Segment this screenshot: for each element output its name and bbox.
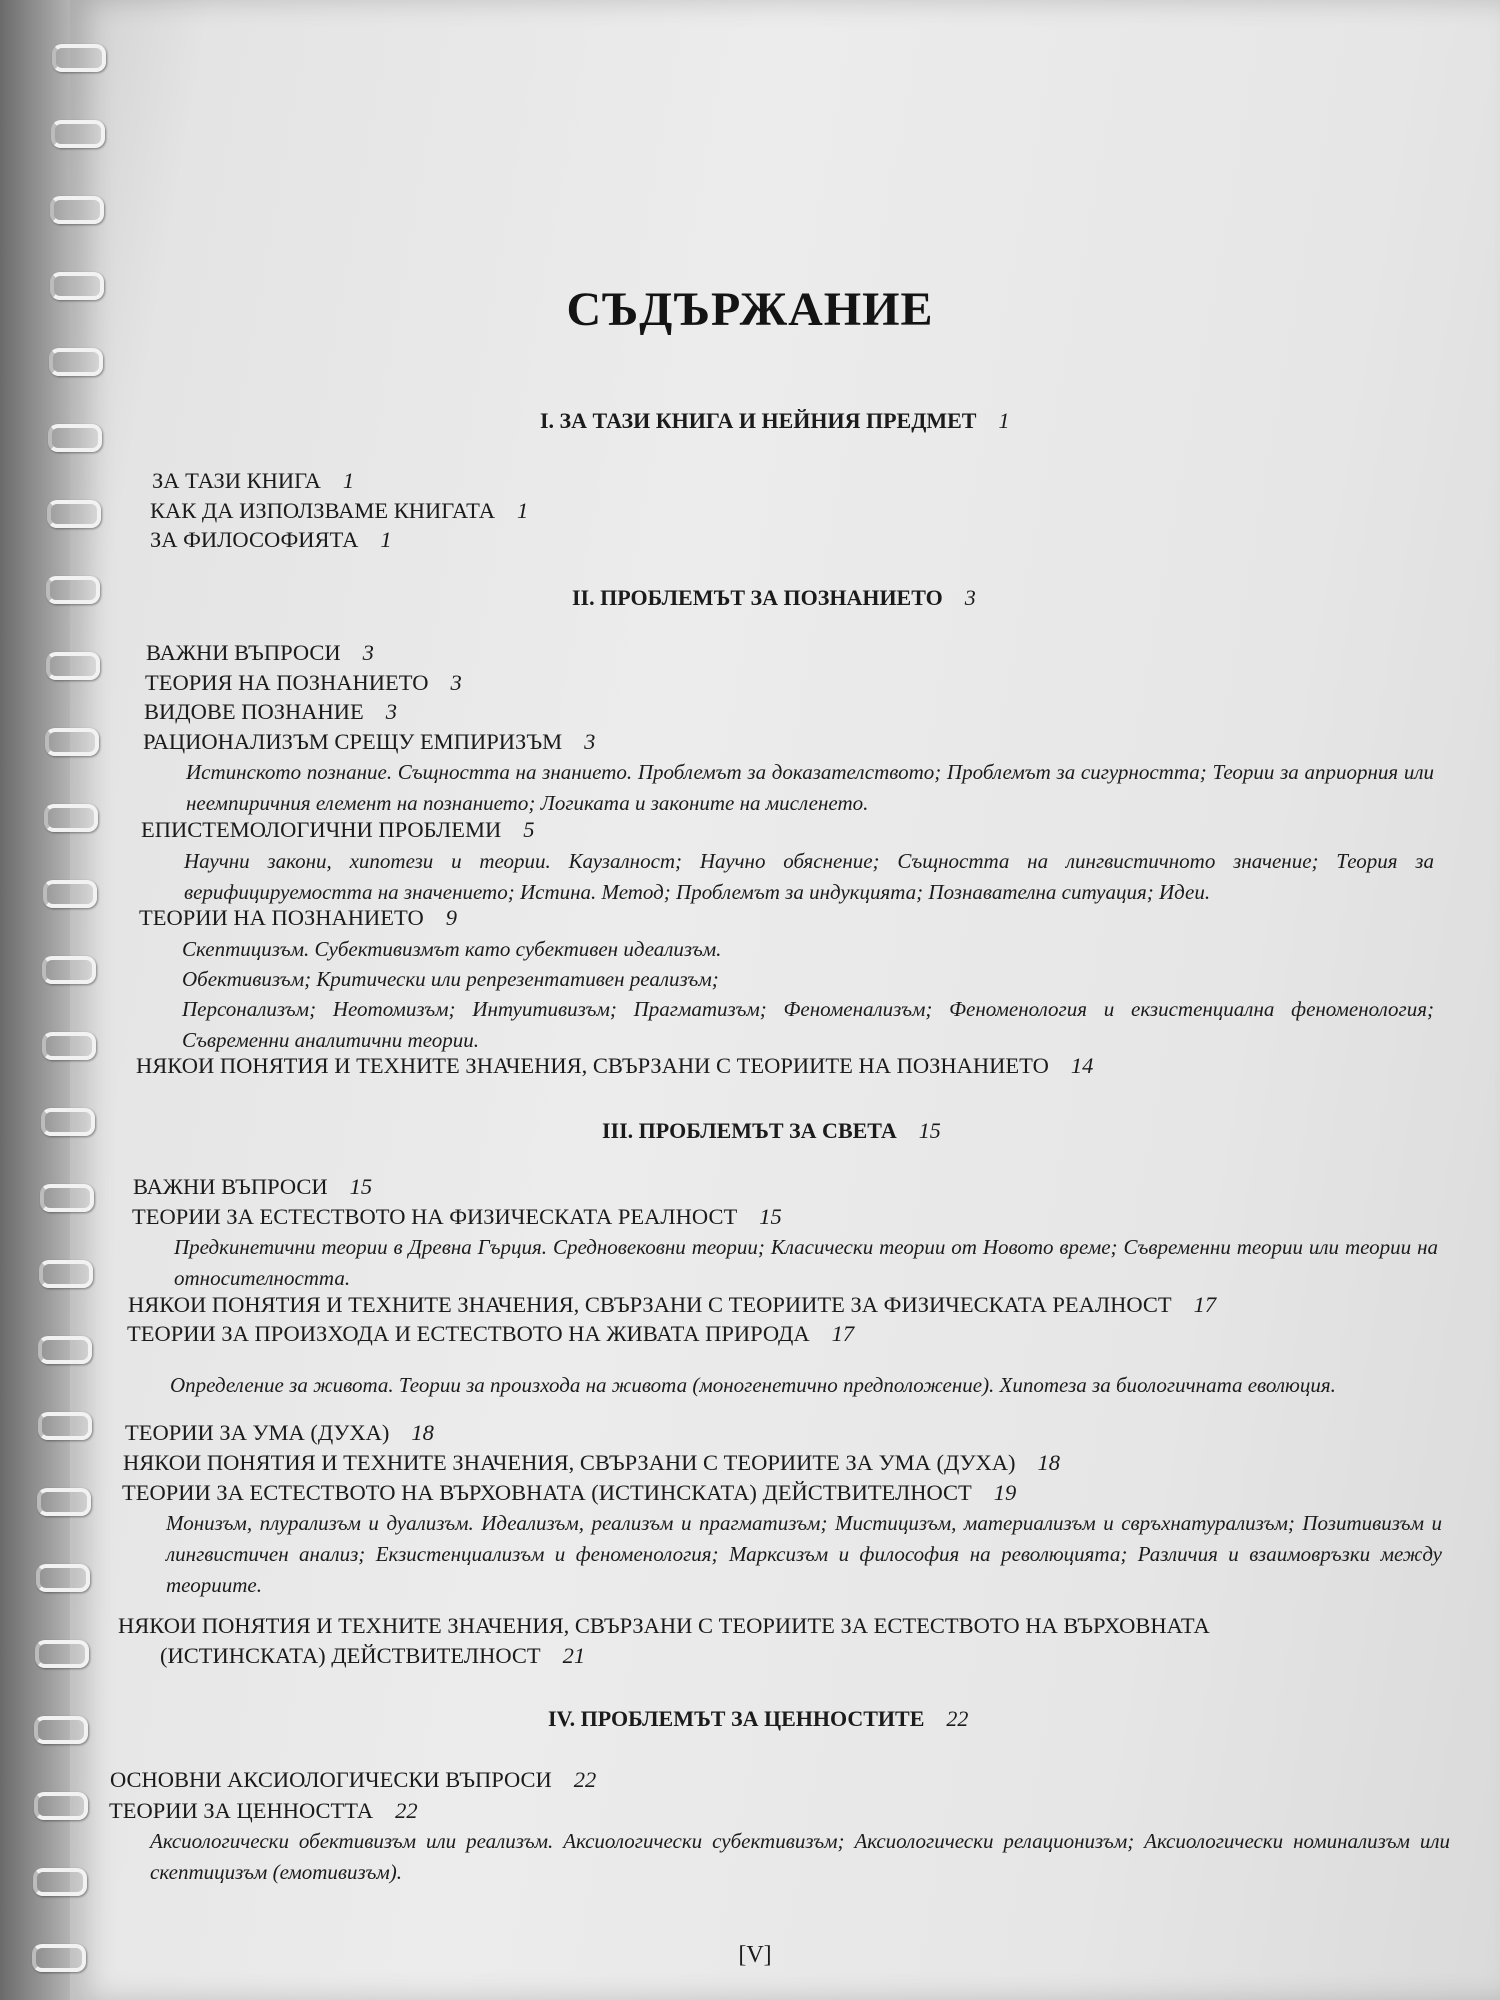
binding-coil — [42, 1032, 96, 1060]
toc-page-number: 17 — [831, 1321, 855, 1346]
toc-entry-details: Скептицизъм. Субективизмът като субективен идеализъм. — [182, 937, 722, 961]
toc-entry-label: НЯКОИ ПОНЯТИЯ И ТЕХНИТЕ ЗНАЧЕНИЯ, СВЪРЗАНИ С ТЕОРИИТЕ ЗА ЕСТЕСТВОТО НА ВЪРХОВНАТА — [118, 1613, 1210, 1638]
toc-entry-details: Истинското познание. Същността на знанието. Проблемът за доказателството; Проблемът за сигурността; Теории за априорния или неемпиричния елемент на познанието; Логиката и законите на мисленето. — [186, 760, 1434, 815]
binding-coil — [46, 576, 100, 604]
toc-entry-details: Персонализъм; Неотомизъм; Интуитивизъм; Прагматизъм; Феноменализъм; Феноменология и екзистенциална феноменология; Съвременни аналитични теории. — [182, 997, 1434, 1052]
toc-entry-label: ТЕОРИИ ЗА ЕСТЕСТВОТО НА ВЪРХОВНАТА (ИСТИНСКАТА) ДЕЙСТВИТЕЛНОСТ — [122, 1480, 972, 1505]
toc-page-number: 19 — [993, 1480, 1017, 1505]
toc-entry[interactable] — [118, 1613, 1210, 1639]
toc-entry-label: ЗА ТАЗИ КНИГА — [152, 468, 321, 493]
toc-page-number: 1 — [380, 527, 392, 552]
binding-coil — [36, 1564, 90, 1592]
toc-entry-label: ЗА ФИЛОСОФИЯТА — [150, 527, 359, 552]
toc-page-number: 1 — [342, 468, 355, 493]
toc-entry[interactable] — [145, 670, 462, 696]
toc-entry[interactable] — [136, 1053, 1093, 1079]
toc-entry-label: НЯКОИ ПОНЯТИЯ И ТЕХНИТЕ ЗНАЧЕНИЯ, СВЪРЗАНИ С ТЕОРИИТЕ ЗА УМА (ДУХА) — [123, 1450, 1016, 1475]
toc-entry-label: ВИДОВЕ ПОЗНАНИЕ — [144, 699, 364, 724]
binding-coil — [46, 652, 100, 680]
toc-entry[interactable] — [150, 498, 528, 524]
toc-page-number: 3 — [450, 670, 462, 695]
binding-coil — [47, 500, 101, 528]
toc-entry-label: КАК ДА ИЗПОЛЗВАМЕ КНИГАТА — [150, 498, 495, 523]
toc-entry-label: НЯКОИ ПОНЯТИЯ И ТЕХНИТЕ ЗНАЧЕНИЯ, СВЪРЗАНИ С ТЕОРИИТЕ ЗА ФИЗИЧЕСКАТА РЕАЛНОСТ — [128, 1292, 1172, 1317]
section-heading-3 — [602, 1118, 941, 1144]
section-heading-label: IV. ПРОБЛЕМЪТ ЗА ЦЕННОСТИТЕ — [548, 1706, 925, 1731]
section-heading-label: I. ЗА ТАЗИ КНИГА И НЕЙНИЯ ПРЕДМЕТ — [540, 408, 977, 433]
toc-page-number: 15 — [349, 1174, 373, 1199]
section-page-number: 15 — [918, 1118, 941, 1143]
section-page-number: 1 — [998, 408, 1010, 433]
toc-entry[interactable] — [144, 699, 397, 725]
toc-entry-label: НЯКОИ ПОНЯТИЯ И ТЕХНИТЕ ЗНАЧЕНИЯ, СВЪРЗАНИ С ТЕОРИИТЕ НА ПОЗНАНИЕТО — [136, 1053, 1049, 1078]
toc-entry-details: Предкинетични теории в Древна Гърция. Средновековни теории; Класически теории от Новото време; Съвременни теории или теории на относителността. — [174, 1235, 1438, 1290]
toc-page-number: 17 — [1193, 1292, 1217, 1317]
toc-page-number: 1 — [516, 498, 529, 523]
binding-coil — [44, 804, 98, 832]
binding-coil — [37, 1488, 91, 1516]
section-heading-1 — [540, 408, 1009, 434]
toc-page-number: 9 — [445, 905, 457, 930]
toc-entry[interactable] — [109, 1798, 418, 1824]
binding-coil — [42, 956, 96, 984]
toc-entry-label: ТЕОРИИ ЗА УМА (ДУХА) — [125, 1420, 390, 1445]
toc-page-number: 14 — [1070, 1053, 1094, 1078]
binding-coil — [48, 424, 102, 452]
binding-coil — [52, 44, 106, 72]
toc-page-number: 18 — [411, 1420, 434, 1445]
binding-coil — [45, 728, 99, 756]
toc-entry[interactable] — [133, 1174, 372, 1200]
binding-coil — [35, 1640, 89, 1668]
section-heading-label: II. ПРОБЛЕМЪТ ЗА ПОЗНАНИЕТО — [572, 585, 943, 610]
binding-coil — [40, 1184, 94, 1212]
toc-entry-label: ТЕОРИИ ЗА ПРОИЗХОДА И ЕСТЕСТВОТО НА ЖИВАТА ПРИРОДА — [127, 1321, 810, 1346]
toc-entry-label: ТЕОРИИ ЗА ЕСТЕСТВОТО НА ФИЗИЧЕСКАТА РЕАЛНОСТ — [132, 1204, 738, 1229]
binding-coil — [34, 1716, 88, 1744]
binding-coil — [39, 1260, 93, 1288]
toc-entry[interactable] — [128, 1292, 1216, 1318]
binding-coil — [51, 120, 105, 148]
toc-entry-details: Определение за живота. Теории за произхода на живота (моногенетично предположение). Хипотеза за биологичната еволюция. — [170, 1373, 1336, 1397]
toc-entry-label: РАЦИОНАЛИЗЪМ СРЕЩУ ЕМПИРИЗЪМ — [143, 729, 563, 754]
section-heading-label: III. ПРОБЛЕМЪТ ЗА СВЕТА — [602, 1118, 897, 1143]
section-page-number: 22 — [946, 1706, 969, 1731]
toc-entry[interactable] — [110, 1767, 596, 1793]
toc-entry[interactable] — [127, 1321, 854, 1347]
toc-entry[interactable] — [123, 1450, 1060, 1476]
toc-page-number: 3 — [584, 729, 596, 754]
binding-coil — [49, 348, 103, 376]
toc-entry-label: ВАЖНИ ВЪПРОСИ — [133, 1174, 328, 1199]
toc-entry-continuation[interactable] — [160, 1643, 585, 1669]
toc-entry-details: Обективизъм; Критически или репрезентативен реализъм; — [182, 967, 719, 991]
toc-entry[interactable] — [141, 817, 535, 843]
toc-page-number: 3 — [362, 640, 374, 665]
page-title: СЪДЪРЖАНИЕ — [566, 283, 934, 336]
toc-entry-details: Монизъм, плурализъм и дуализъм. Идеализъм, реализъм и прагматизъм; Мистицизъм, материализъм и свръхнатурализъм; Позитивизъм и лингвистичен анализ; Екзистенциализъм и феноменология; Марксизъм и философия на революцията; Различия и взаимовръзки между теориите. — [166, 1511, 1442, 1597]
binding-coil — [43, 880, 97, 908]
toc-entry[interactable] — [132, 1204, 782, 1230]
toc-entry[interactable] — [139, 905, 457, 931]
toc-entry-label: ТЕОРИИ НА ПОЗНАНИЕТО — [139, 905, 424, 930]
binding-coil — [41, 1108, 95, 1136]
toc-entry[interactable] — [122, 1480, 1016, 1506]
toc-page-number: 3 — [385, 699, 397, 724]
toc-entry-details: Научни закони, хипотези и теории. Каузалност; Научно обяснение; Същността на лингвистичното значение; Теория за верифицируемостта на значението; Истина. Метод; Проблемът за индукцията; Познавателна ситуация; Идеи. — [184, 849, 1434, 904]
toc-entry-label: ТЕОРИЯ НА ПОЗНАНИЕТО — [145, 670, 429, 695]
toc-page-number: 22 — [573, 1767, 597, 1792]
section-page-number: 3 — [964, 585, 976, 610]
toc-entry[interactable] — [146, 640, 374, 666]
toc-page-number: 22 — [395, 1798, 418, 1823]
binding-coil — [38, 1412, 92, 1440]
binding-coil — [50, 196, 104, 224]
binding-coil — [33, 1868, 87, 1896]
toc-entry-details: Аксиологически обективизъм или реализъм. Аксиологически субективизъм; Аксиологически релационизъм; Аксиологически номинализъм или скептицизъм (емотивизъм). — [150, 1829, 1450, 1884]
binding-coil — [38, 1336, 92, 1364]
page-number-footer: [V] — [738, 1942, 772, 1968]
toc-entry-label: ОСНОВНИ АКСИОЛОГИЧЕСКИ ВЪПРОСИ — [110, 1767, 552, 1792]
section-heading-2 — [572, 585, 976, 611]
toc-entry-label: ЕПИСТЕМОЛОГИЧНИ ПРОБЛЕМИ — [141, 817, 502, 842]
toc-entry[interactable] — [125, 1420, 434, 1446]
toc-entry-label: ТЕОРИИ ЗА ЦЕННОСТТА — [109, 1798, 374, 1823]
toc-entry[interactable] — [152, 468, 354, 494]
toc-page-number: 5 — [523, 817, 535, 842]
toc-page-number: 15 — [759, 1204, 782, 1229]
toc-entry[interactable] — [143, 729, 595, 755]
toc-entry[interactable] — [150, 527, 392, 553]
toc-page-number: 18 — [1037, 1450, 1061, 1475]
toc-entry-label: ВАЖНИ ВЪПРОСИ — [146, 640, 341, 665]
binding-coil — [34, 1792, 88, 1820]
section-heading-4 — [548, 1706, 968, 1732]
toc-entry-label: (ИСТИНСКАТА) ДЕЙСТВИТЕЛНОСТ — [160, 1643, 541, 1668]
toc-page-number: 21 — [562, 1643, 586, 1668]
